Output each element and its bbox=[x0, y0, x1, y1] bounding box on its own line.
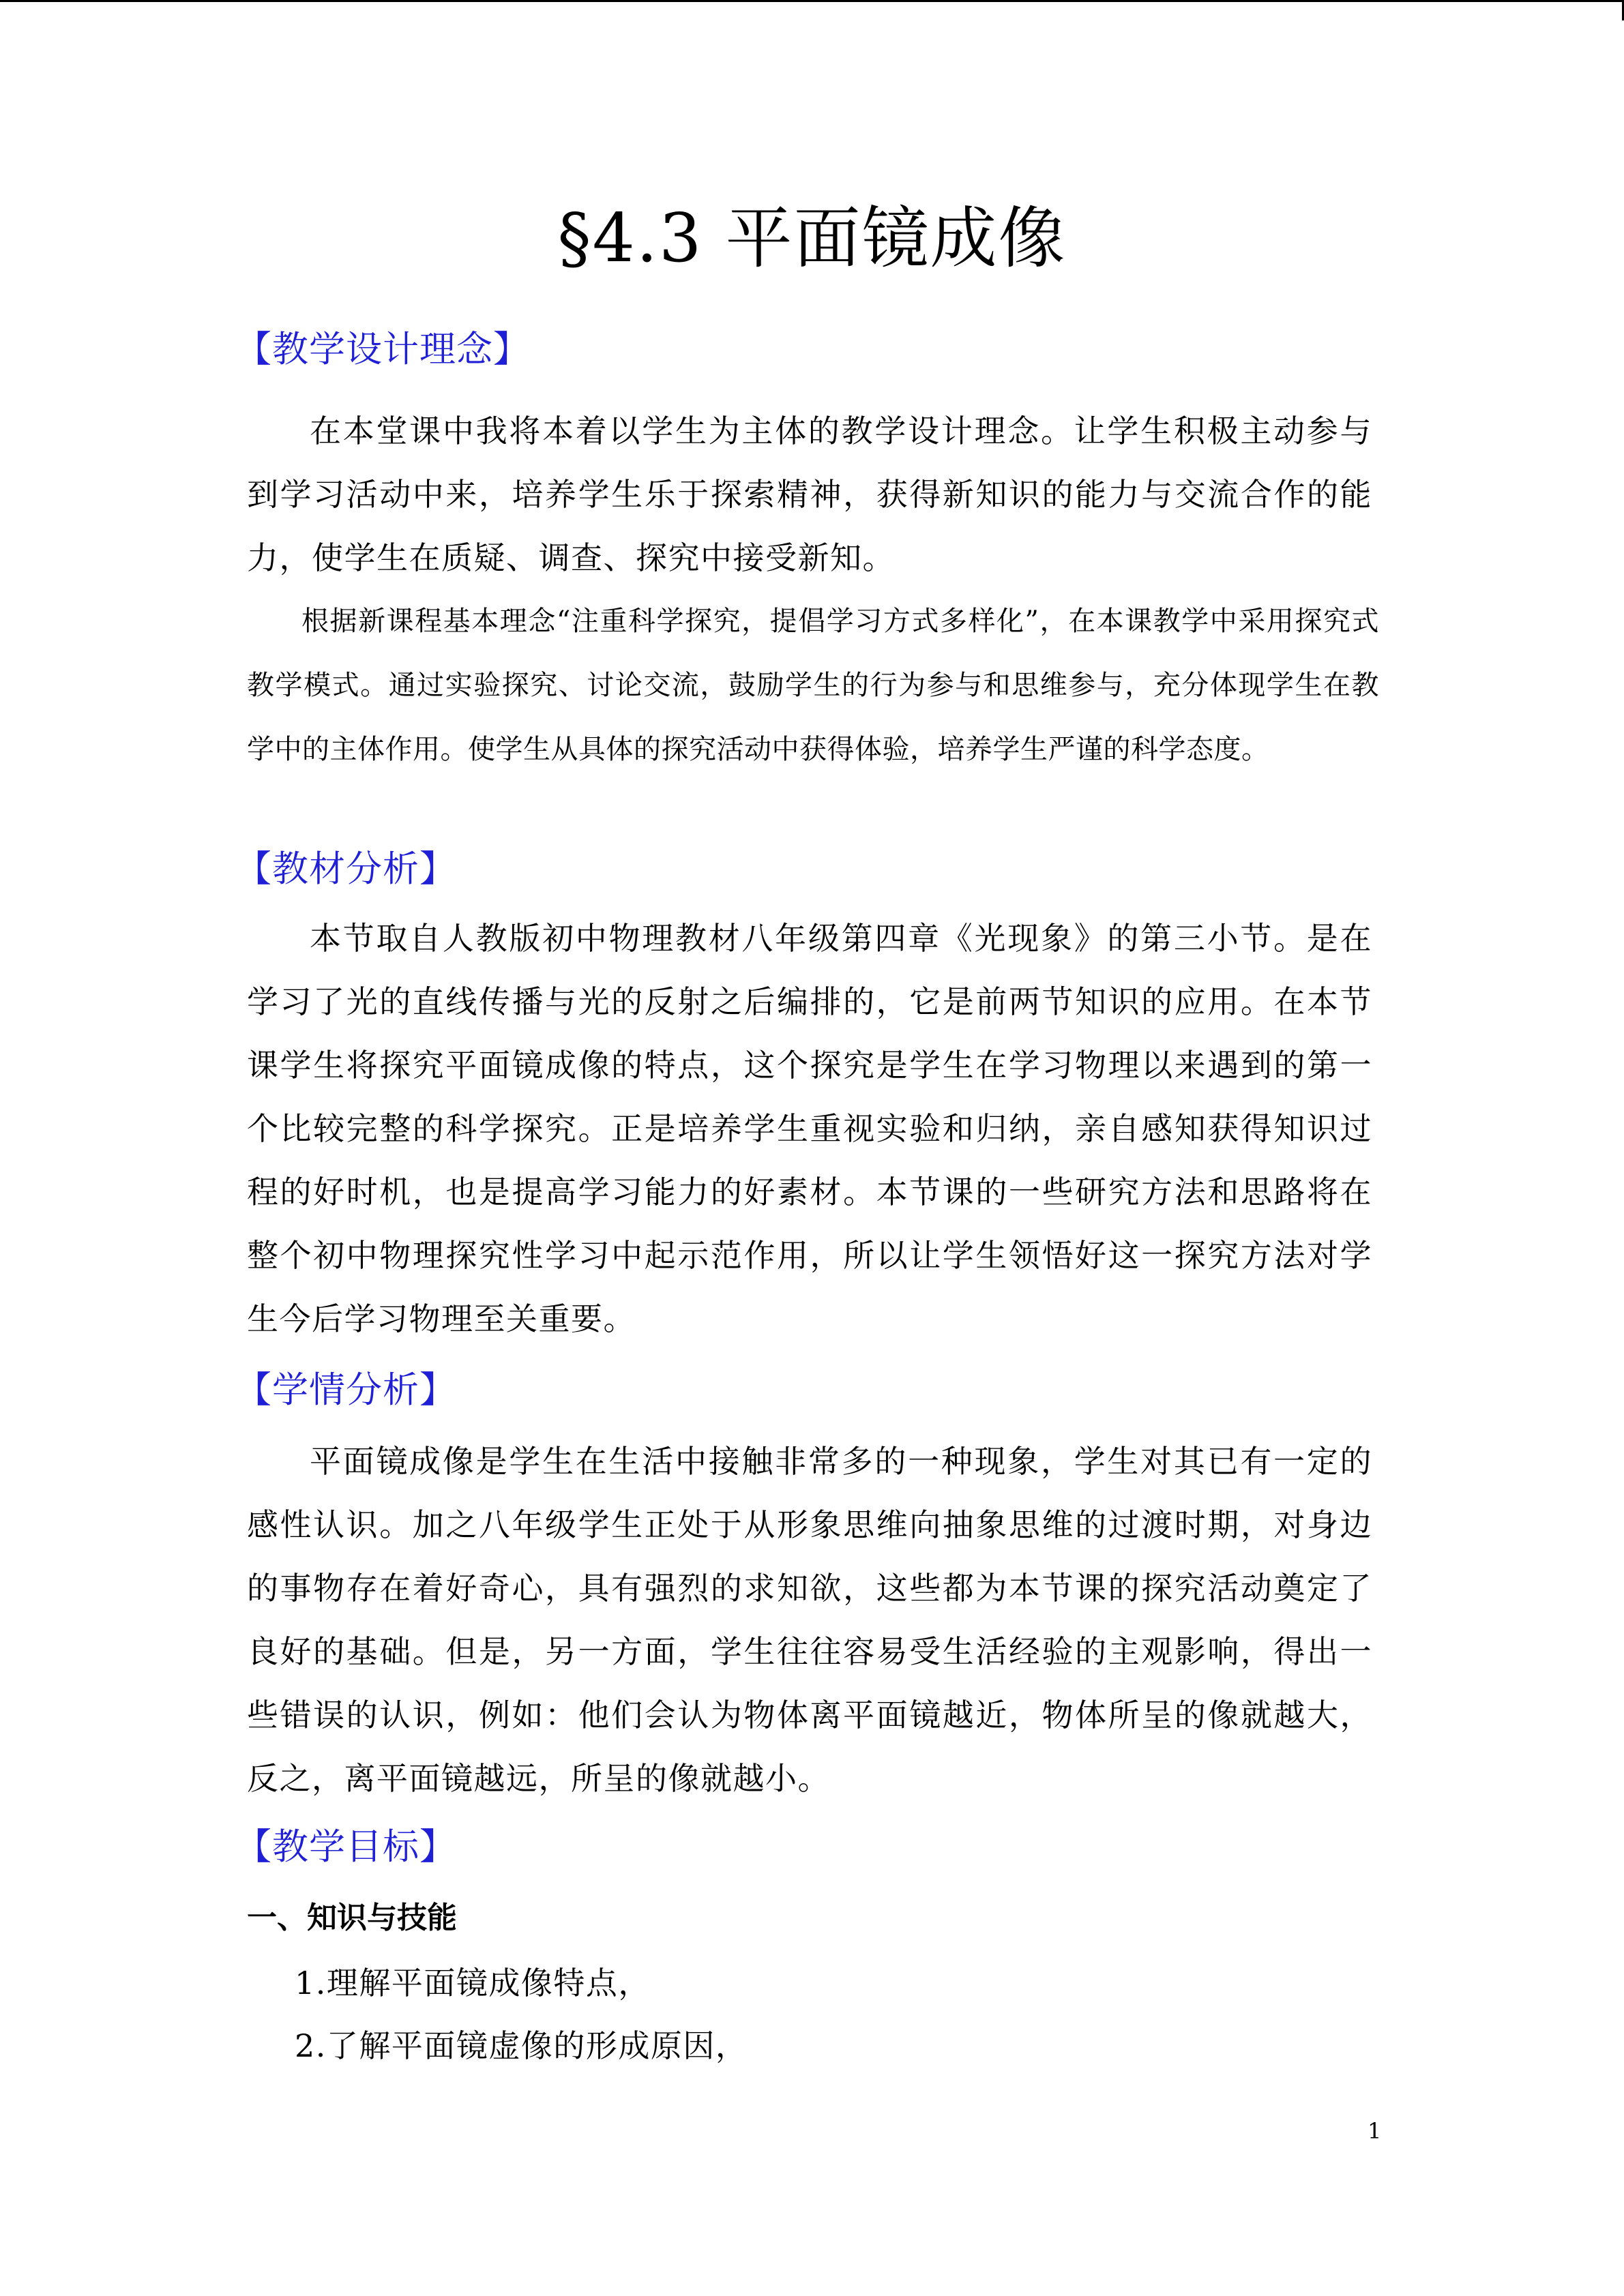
section-heading-teaching-goals: 【教学目标】 bbox=[235, 1826, 456, 1868]
paragraph-design-concept-2: 根据新课程基本理念“注重科学探究，提倡学习方式多样化”，在本课教学中采用探究式教学模式。通过实验探究、讨论交流，鼓励学生的行为参与和思维参与，充分体现学生在教学中的主体作用。使学生从具体的探究活动中获得体验，培养学生严谨的科学态度。 bbox=[247, 606, 1379, 765]
subheading-knowledge-skills: 一、知识与技能 bbox=[247, 1900, 457, 1935]
section-heading-textbook-analysis: 【教材分析】 bbox=[235, 848, 456, 890]
page-number: 1 bbox=[1368, 2118, 1382, 2144]
paragraph-textbook-analysis: 本节取自人教版初中物理教材八年级第四章《光现象》的第三小节。是在学习了光的直线传播与光的反射之后编排的，它是前两节知识的应用。在本节课学生将探究平面镜成像的特点，这个探究是学生在学习物理以来遇到的第一个比较完整的科学探究。正是培养学生重视实验和归纳，亲自感知获得知识过程的好时机，也是提高学习能力的好素材。本节课的一些研究方法和思路将在整个初中物理探究性学习中起示范作用，所以让学生领悟好这一探究方法对学生今后学习物理至关重要。 bbox=[247, 920, 1372, 1337]
page-top-border bbox=[0, 0, 1624, 2]
section-heading-design-concept: 【教学设计理念】 bbox=[235, 329, 530, 370]
paragraph-student-analysis: 平面镜成像是学生在生活中接触非常多的一种现象，学生对其已有一定的感性认识。加之八年级学生正处于从形象思维向抽象思维的过渡时期，对身边的事物存在着好奇心，具有强烈的求知欲，这些都为本节课的探究活动奠定了良好的基础。但是，另一方面，学生往往容易受生活经验的主观影响，得出一些错误的认识，例如：他们会认为物体离平面镜越近，物体所呈的像就越大，反之，离平面镜越远，所呈的像就越小。 bbox=[247, 1443, 1372, 1797]
section-heading-student-analysis: 【学情分析】 bbox=[235, 1369, 456, 1411]
document-title: §4.3 平面镜成像 bbox=[557, 200, 1067, 278]
list-item: 1.理解平面镜成像特点， bbox=[295, 1965, 651, 2001]
paragraph-design-concept-1: 在本堂课中我将本着以学生为主体的教学设计理念。让学生积极主动参与到学习活动中来，培养学生乐于探索精神，获得新知识的能力与交流合作的能力，使学生在质疑、调查、探究中接受新知。 bbox=[247, 413, 1372, 576]
list-item: 2.了解平面镜虚像的形成原因， bbox=[295, 2027, 748, 2064]
